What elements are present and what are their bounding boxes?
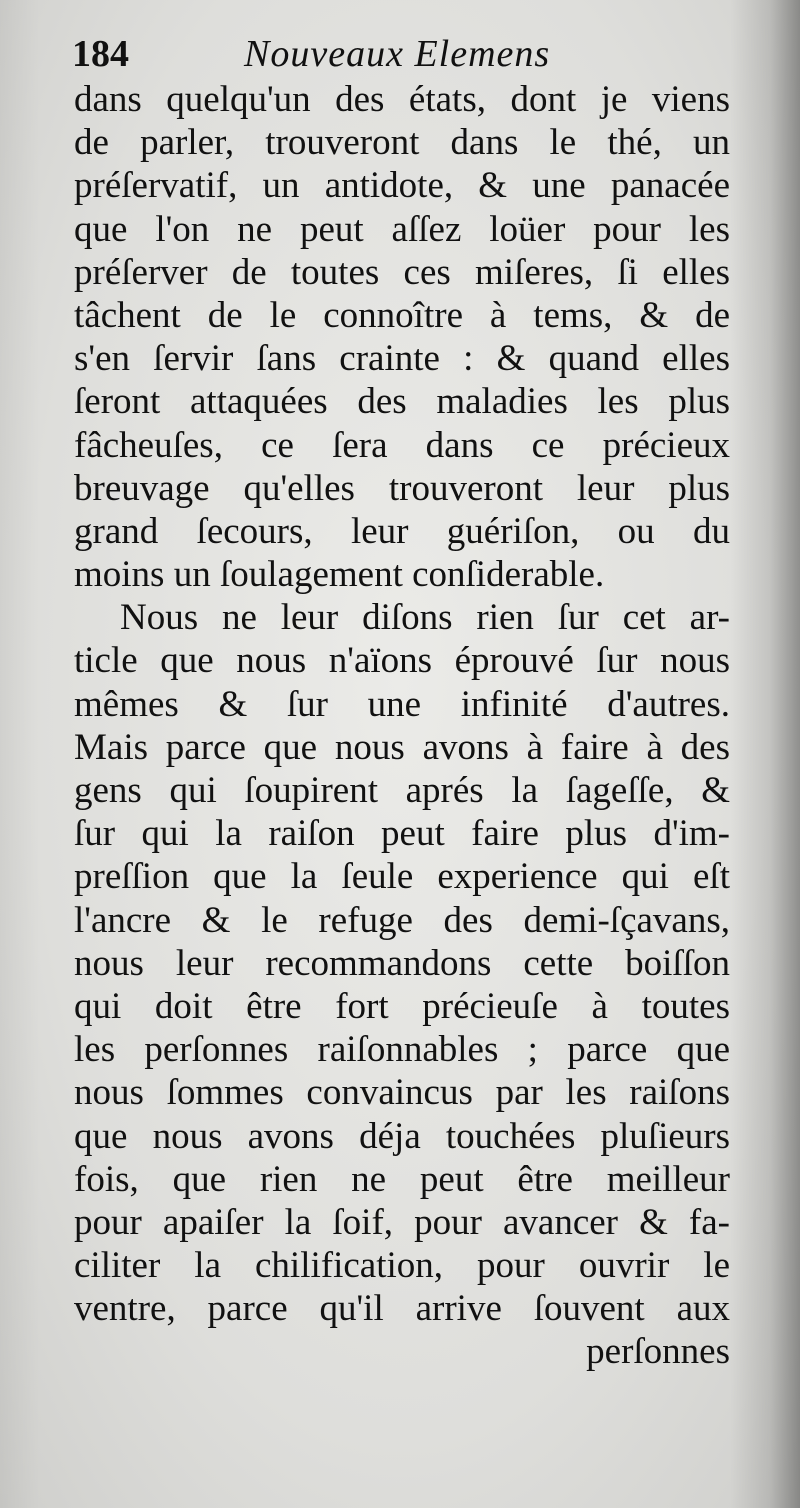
text-line: fâcheuſes, ce ſera dans ce précieux [74,424,730,466]
text-line: de parler, trouveront dans le thé, un [74,122,730,164]
text-line: breuvage qu'elles trouveront leur plus [74,467,730,509]
text-line: l'ancre & le refuge des demi-ſçavans, [74,899,730,941]
text-line: gens qui ſoupirent aprés la ſageſſe, & [74,770,730,811]
text-line: préſerver de toutes ces miſeres, ſi elles [74,251,730,293]
text-line: ventre, parce qu'il arrive ſouvent aux [74,1288,730,1330]
running-title: Nouveaux Elemens [244,33,551,75]
text-line: grand ſecours, leur guériſon, ou du [74,510,730,552]
text-line: ſeront attaquées des maladies les plus [74,381,730,423]
text-line: les perſonnes raiſonnables ; parce que [74,1029,730,1071]
text-line: mêmes & ſur une infinité d'autres. [74,683,730,725]
text-line: qui doit être fort précieuſe à toutes [74,985,730,1027]
text-line: preſſion que la ſeule experience qui eſt [74,856,730,898]
text-line: pour apaiſer la ſoif, pour avancer & fa- [74,1201,730,1243]
body-text [74,78,730,1374]
page-number: 184 [72,33,129,75]
text-line: que l'on ne peut aſſez loüer pour les [74,208,730,250]
text-line: fois, que rien ne peut être meilleur [74,1158,730,1200]
text-line: dans quelqu'un des états, dont je viens [74,79,730,120]
text-line: Mais parce que nous avons à faire à des [74,726,730,768]
text-line: ciliter la chilification, pour ouvrir le [74,1245,730,1287]
text-line: que nous avons déja touchées pluſieurs [74,1115,730,1157]
text-line: nous leur recommandons cette boiſſon [74,942,730,984]
text-line: moins un ſoulagement conſiderable. [74,554,605,596]
text-line: Nous ne leur diſons rien ſur cet ar- [120,597,730,639]
text-line: ſur qui la raiſon peut faire plus d'im- [74,813,730,855]
catchword: perſonnes [586,1331,730,1373]
text-line: tâchent de le connoître à tems, & de [74,294,730,336]
text-line: s'en ſervir ſans crainte : & quand elles [74,338,730,380]
text-line: préſervatif, un antidote, & une panacée [74,165,730,207]
text-line: nous ſommes convaincus par les raiſons [74,1072,730,1114]
text-line: ticle que nous n'aïons éprouvé ſur nous [74,640,730,682]
